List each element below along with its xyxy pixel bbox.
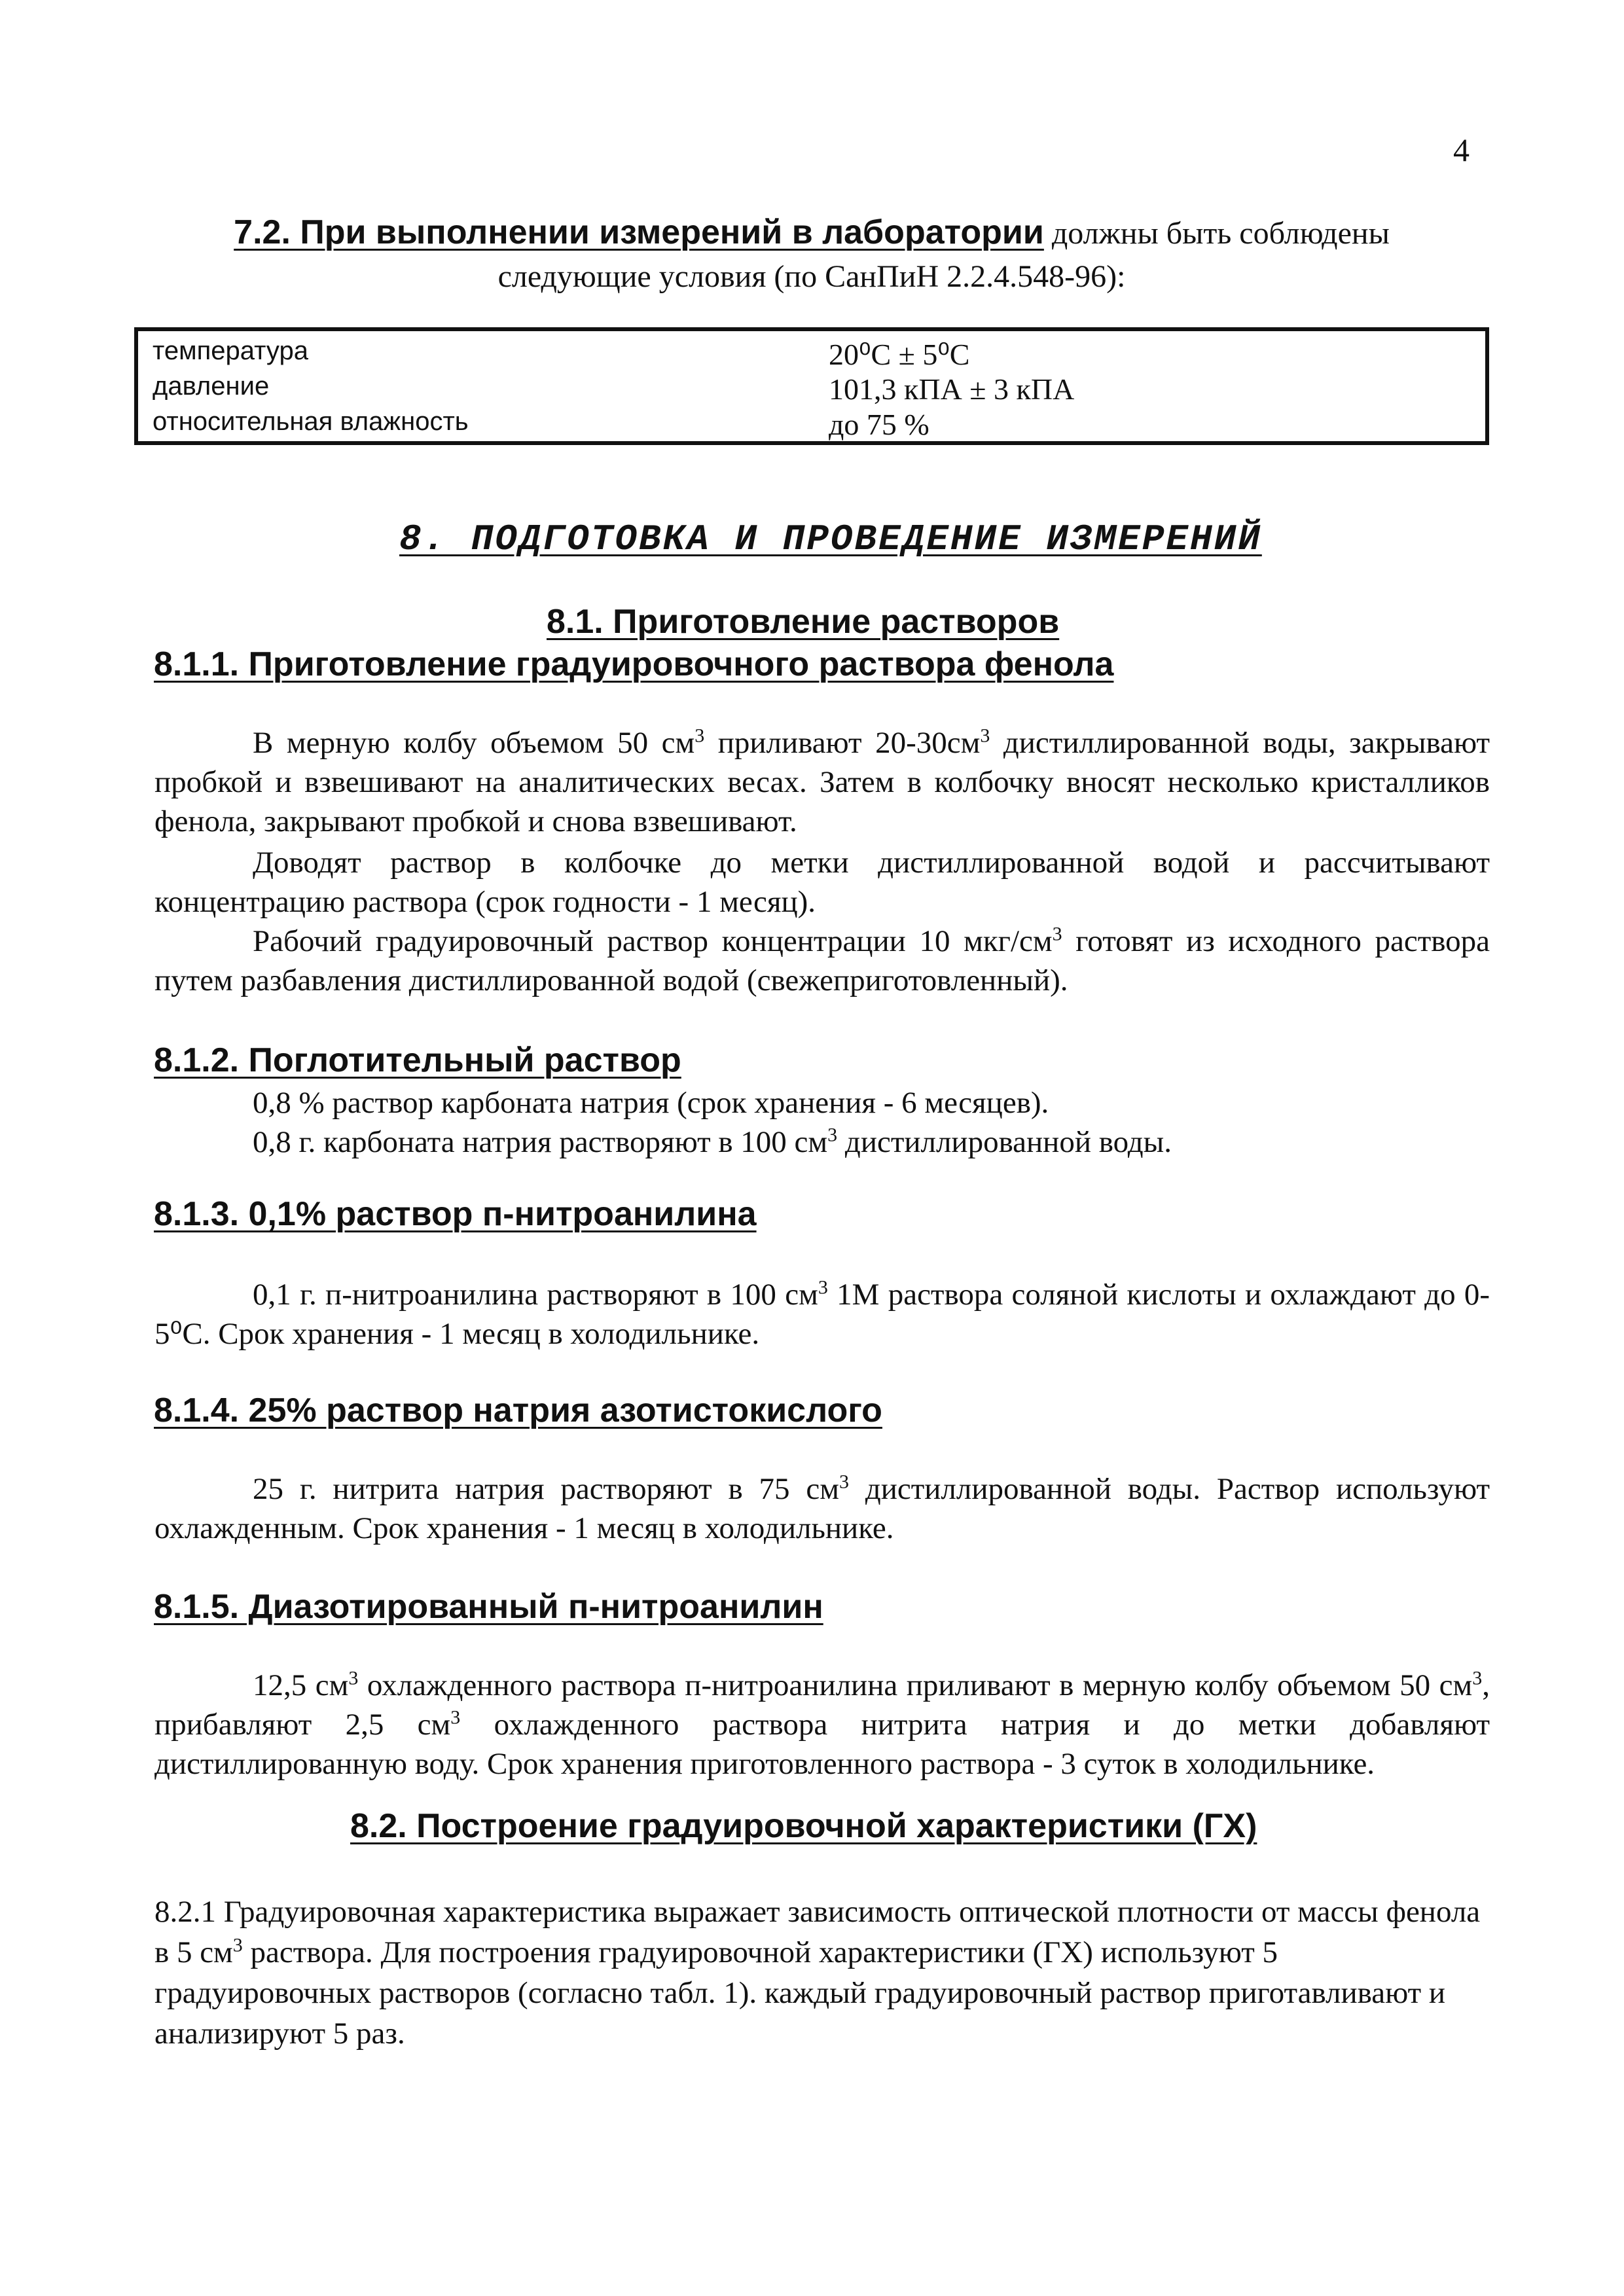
text: 12,5 см <box>253 1668 349 1702</box>
text: 25 г. нитрита натрия растворяют в 75 см <box>253 1472 839 1506</box>
section-7-2-heading: 7.2. При выполнении измерений в лаборатории <box>234 213 1044 251</box>
conditions-table <box>134 327 1489 445</box>
section-8-1-2-line-2 <box>253 1122 1496 1162</box>
text: дистиллированной воды, закрывают пробкой и взвешивают на аналитических весах. Затем в колбочку вносят несколько кристалликов фенола, закрывают пробкой и снова взвешивают. <box>154 726 1490 838</box>
section-8-1-5-title: 8.1.5. Диазотированный п-нитроанилин <box>154 1588 823 1626</box>
superscript: 3 <box>818 1276 828 1299</box>
section-8-1-1-paragraph-2: Доводят раствор в колбочке до метки дистиллированной водой и рассчитывают концентрацию раствора (срок годности - 1 месяц). <box>154 846 1490 919</box>
text: дистиллированной воды. <box>837 1125 1172 1159</box>
superscript: 3 <box>980 725 990 747</box>
text: Рабочий градуировочный раствор концентрации 10 мкг/см <box>253 924 1053 958</box>
section-8-1-3-paragraph <box>154 1275 1490 1354</box>
superscript: 3 <box>348 1667 359 1689</box>
superscript: 3 <box>1472 1667 1483 1689</box>
section-8-1-2-title: 8.1.2. Поглотительный раствор <box>154 1041 681 1079</box>
text: охлажденного раствора нитрита натрия и до метки добавляют дистиллированную воду. Срок хранения приготовленного раствора - 3 суток в холодильнике. <box>154 1708 1490 1781</box>
conditions-row <box>138 336 1485 373</box>
page-number: 4 <box>1453 132 1470 168</box>
text: раствора. Для построения градуировочной характеристики (ГХ) используют 5 градуировочных растворов (согласно табл. 1). каждый градуировочный раствор приготавливают и анализируют 5 раз. <box>154 1935 1446 2051</box>
section-8-title: 8. ПОДГОТОВКА И ПРОВЕДЕНИЕ ИЗМЕРЕНИЙ <box>399 518 1262 560</box>
text: В мерную колбу объемом 50 см <box>253 726 695 760</box>
text: готовят из исходного раствора путем разбавления дистиллированной водой (свежеприготовленный). <box>154 924 1490 997</box>
text: 8.2.1 Градуировочная характеристика выражает зависимость оптической плотности от массы фенола в 5 см <box>154 1895 1481 1969</box>
section-8-1-4-title: 8.1.4. 25% раствор натрия азотистокислого <box>154 1391 882 1429</box>
conditions-row <box>138 407 1485 444</box>
section-8-1-3-title: 8.1.3. 0,1% раствор п-нитроанилина <box>154 1195 757 1233</box>
condition-name: температура <box>153 336 308 365</box>
superscript: 3 <box>1052 923 1062 945</box>
text: охлажденного раствора п-нитроанилина приливают в мерную колбу объемом 50 см <box>358 1668 1473 1702</box>
superscript: 3 <box>450 1706 461 1729</box>
text: 0,8 г. карбоната натрия растворяют в 100 см <box>253 1125 828 1159</box>
section-8-2-paragraph <box>154 1892 1490 2054</box>
section-8-1-2-line-1: 0,8 % раствор карбоната натрия (срок хранения - 6 месяцев). <box>253 1086 1049 1120</box>
section-8-2-title: 8.2. Построение градуировочной характеристики (ГХ) <box>350 1807 1257 1845</box>
condition-name: относительная влажность <box>153 407 469 436</box>
section-8-1-title: 8.1. Приготовление растворов <box>547 603 1060 641</box>
section-8-1-1-paragraph-1 <box>154 723 1490 841</box>
section-7-2-text-2: следующие условия (по СанПиН 2.2.4.548-96): <box>497 259 1126 294</box>
section-7-2-text-1: должны быть соблюдены <box>1051 216 1390 251</box>
section-8-1-1-paragraph-3 <box>154 922 1490 1000</box>
superscript: 3 <box>839 1471 849 1493</box>
superscript: 3 <box>232 1934 243 1956</box>
text: 1М раствора соляной кислоты и охлаждают до 0-5⁰С. Срок хранения - 1 месяц в холодильнике. <box>154 1278 1490 1351</box>
condition-value: 101,3 кПА ± 3 кПА <box>829 372 1075 406</box>
condition-name: давление <box>153 372 270 401</box>
text: , прибавляют 2,5 см <box>154 1668 1490 1742</box>
condition-value: 20⁰С ± 5⁰С <box>829 338 970 371</box>
section-8-1-4-paragraph <box>154 1469 1490 1548</box>
section-8-1-5-paragraph <box>154 1666 1490 1784</box>
conditions-row <box>138 372 1485 408</box>
text: дистиллированной воды. Раствор используют охлажденным. Срок хранения - 1 месяц в холодильнике. <box>154 1472 1490 1545</box>
superscript: 3 <box>695 725 705 747</box>
text: 0,1 г. п-нитроанилина растворяют в 100 см <box>253 1278 818 1312</box>
text: приливают 20-30см <box>704 726 981 760</box>
section-8-1-1-title: 8.1.1. Приготовление градуировочного раствора фенола <box>154 645 1114 683</box>
section-7-2 <box>131 211 1492 298</box>
superscript: 3 <box>827 1124 838 1146</box>
condition-value: до 75 % <box>829 408 929 441</box>
